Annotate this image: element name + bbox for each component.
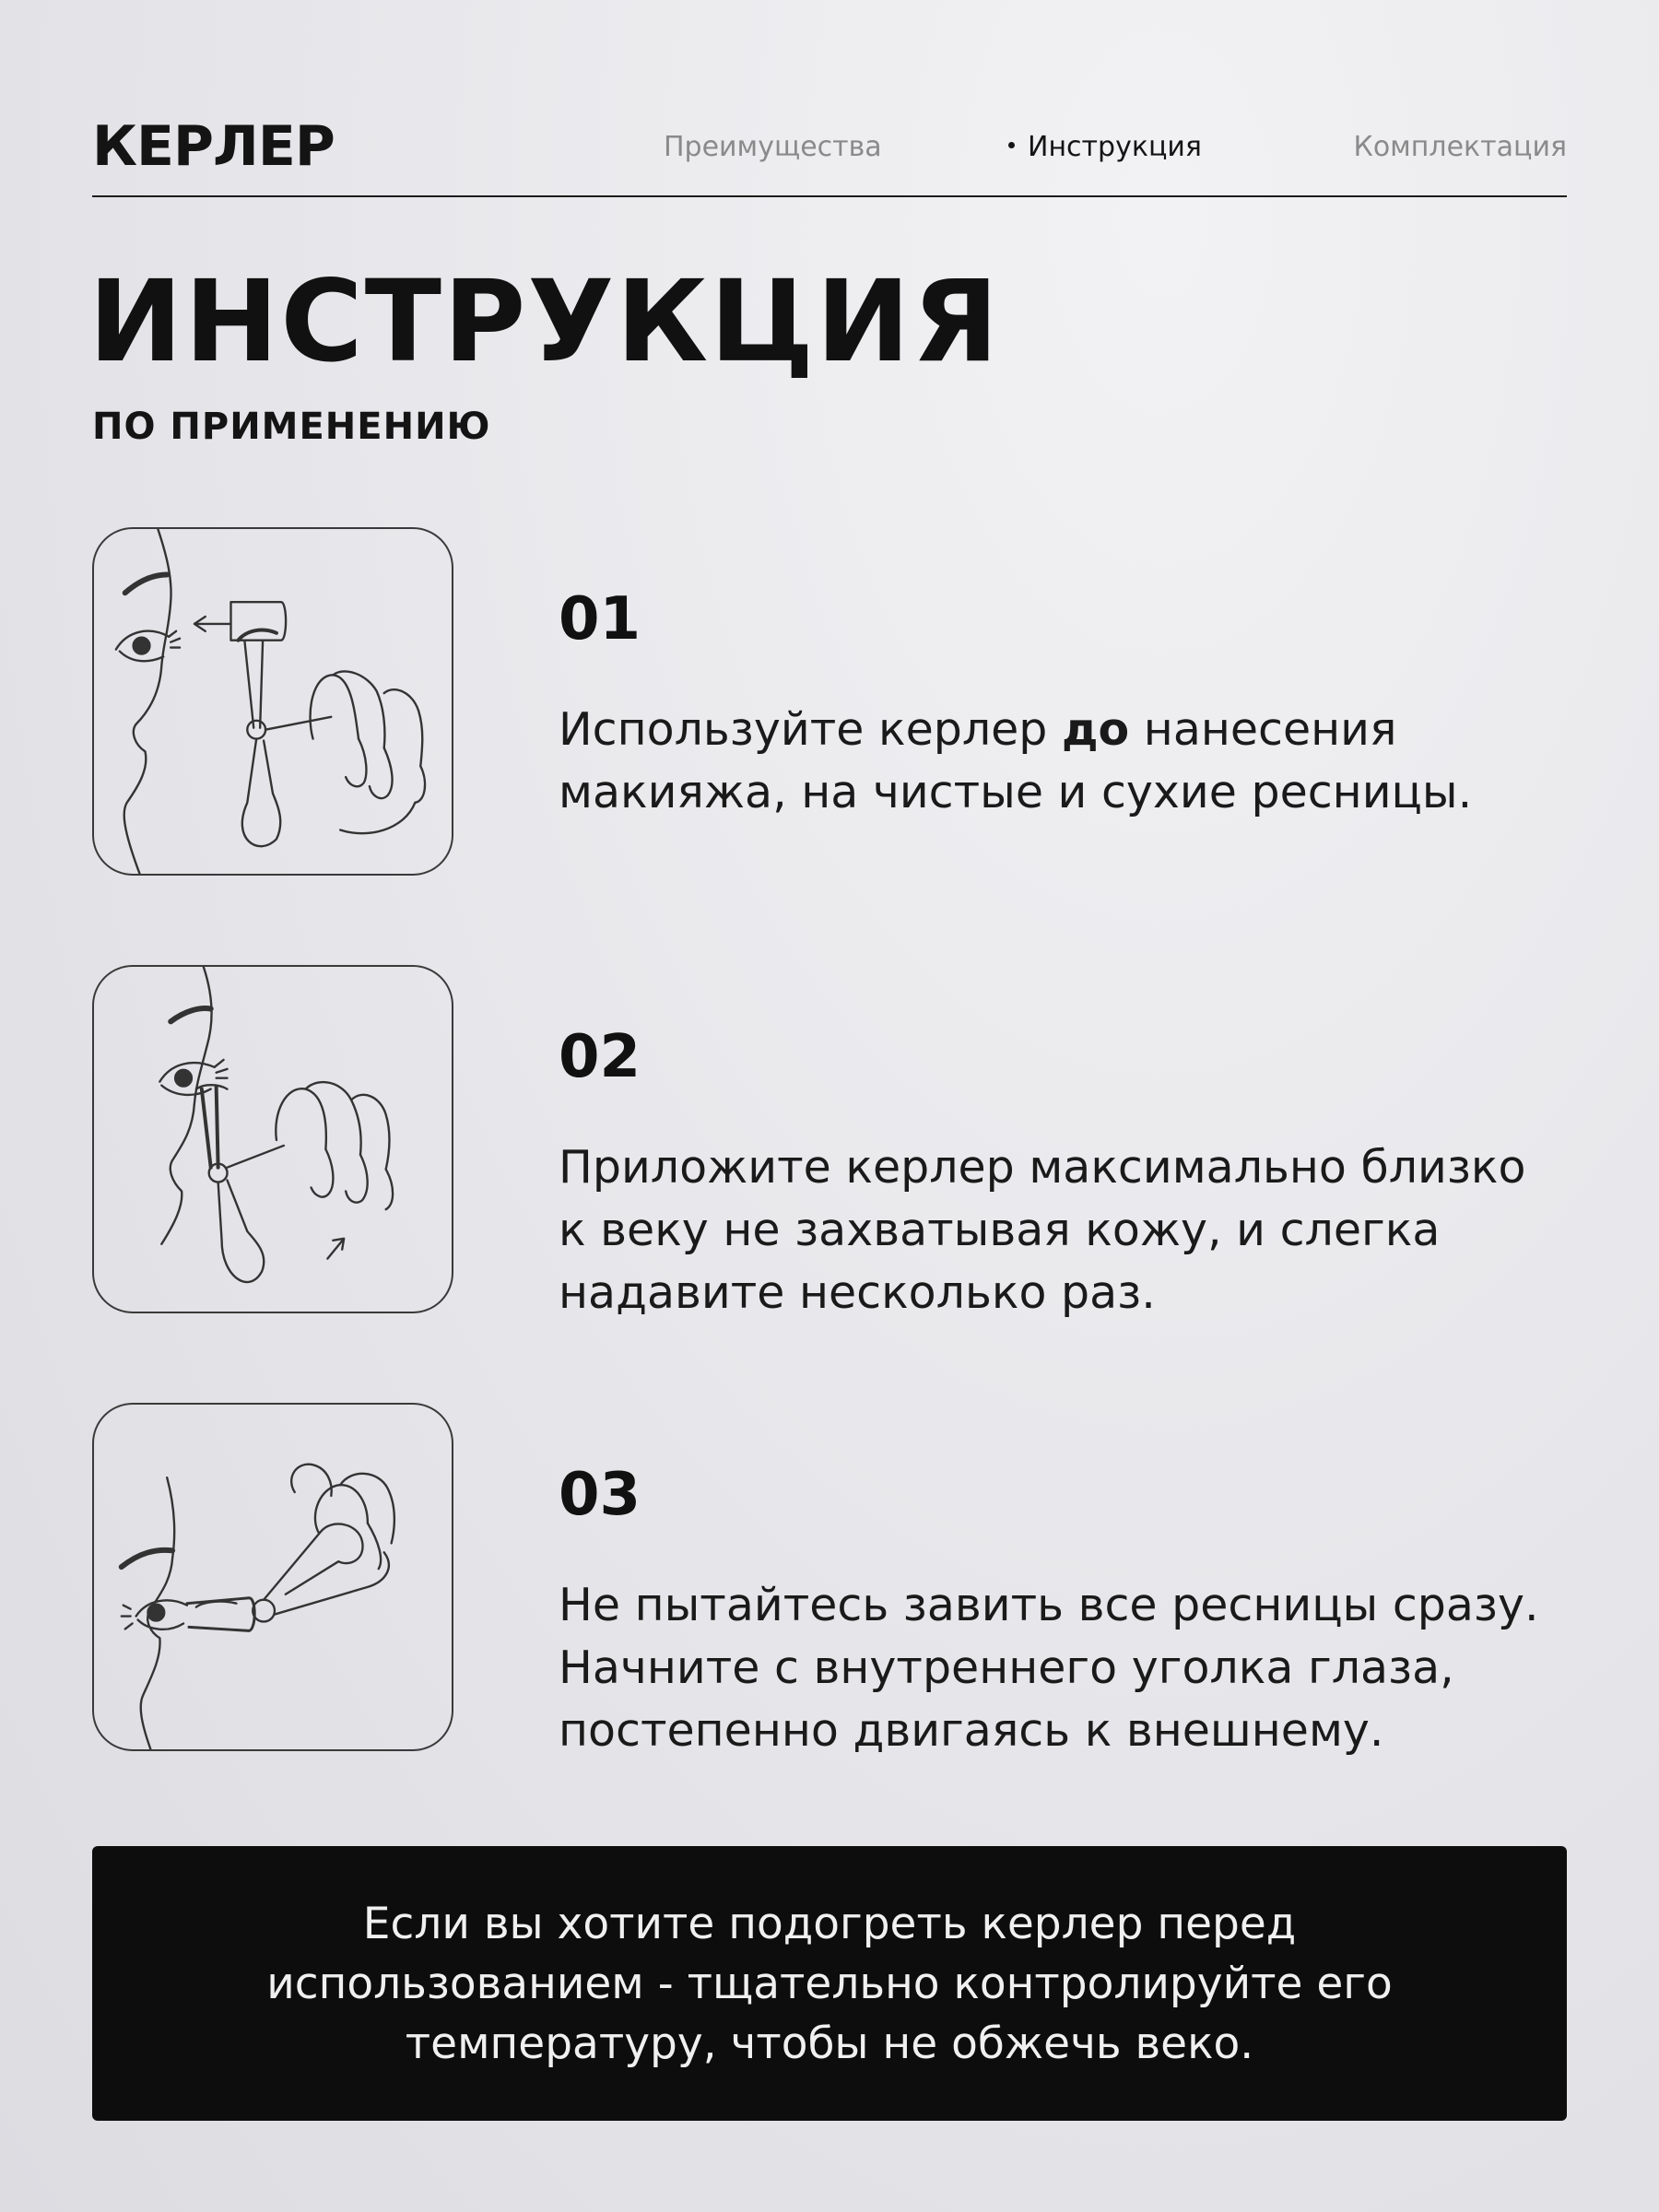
warning-note [92,1846,1567,2121]
brand-logo[interactable]: КЕРЛЕР [92,114,335,179]
step-text-part: нанесения макияжа, на чистые и сухие ресницы. [559,703,1473,818]
nav-item-contents[interactable]: Комплектация [1353,131,1567,163]
warning-note-text: Если вы хотите подогреть керлер перед использованием - тщательно контролируйте его температуру, чтобы не обжечь веко. [266,1898,1393,2069]
step-text-part: Используйте керлер [559,703,1062,756]
step-1 [92,527,1567,877]
step-number: 01 [559,585,641,653]
step-number: 03 [559,1461,641,1529]
step-text-emphasis: до [1061,703,1130,756]
eye-curler-approach-icon [92,527,453,876]
step-3 [92,1403,1567,1757]
step-text [559,699,1567,824]
nav-item-instruction-label: Инструкция [1028,131,1202,163]
header [92,109,1567,197]
eye-curler-press-icon [92,965,453,1313]
eye-curler-side-icon [92,1403,453,1751]
page-subtitle: ПО ПРИМЕНЕНИЮ [92,406,491,448]
step-text: Приложите керлер максимально близко к веку не захватывая кожу, и слегка надавите несколько раз. [559,1141,1526,1319]
nav-item-instruction[interactable] [1008,131,1202,163]
active-dot-icon [1008,142,1015,148]
step-2 [92,965,1567,1319]
step-number: 02 [559,1023,641,1091]
step-text: Не пытайтесь завить все ресницы сразу. Начните с внутреннего уголка глаза, постепенно двигаясь к внешнему. [559,1579,1539,1757]
page-title: ИНСТРУКЦИЯ [88,256,1001,387]
nav-item-advantages[interactable]: Преимущества [664,131,882,163]
